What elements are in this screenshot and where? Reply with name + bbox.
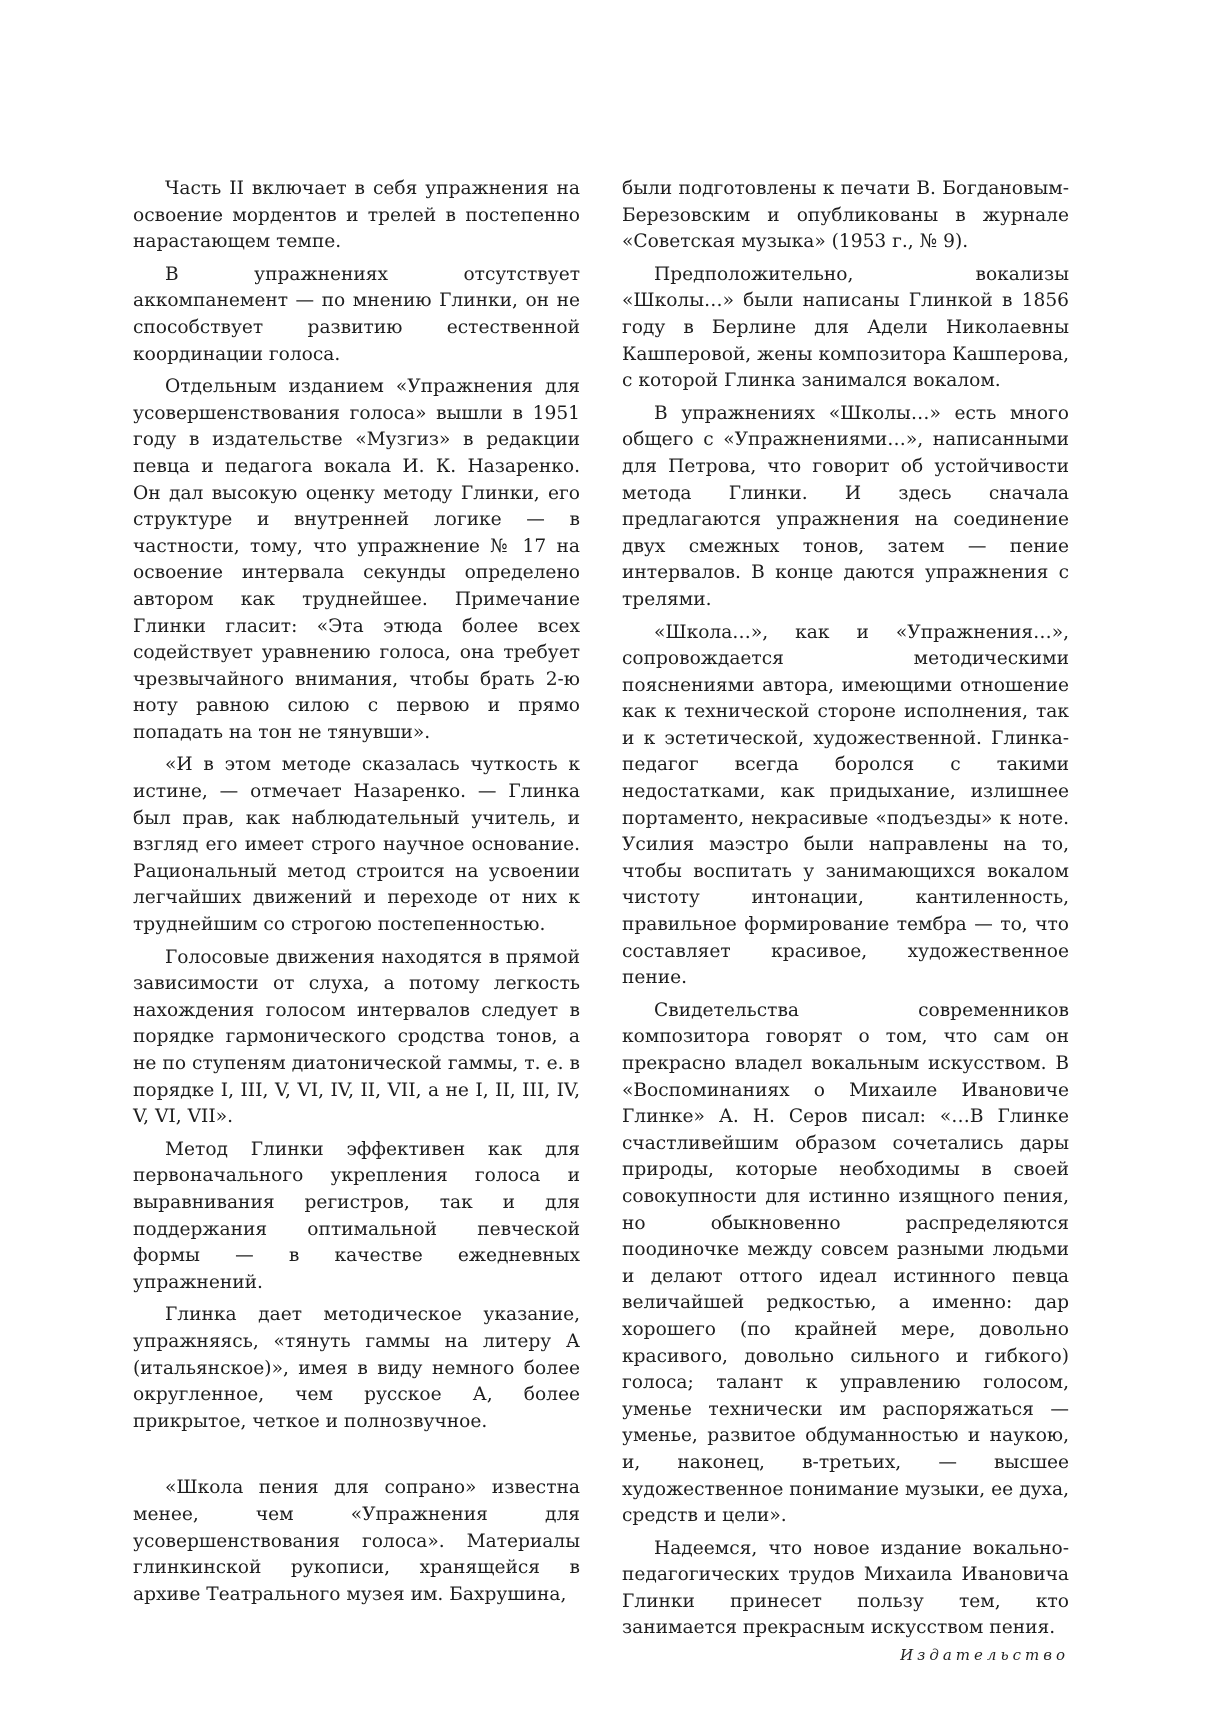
paragraph: В упражнениях «Школы…» есть много общего с «Упражнениями…», написанными для Петрова, что говорит об устойчивости метода Глинки. И здесь сначала предлагаются упражнения на соединение двух смежных тонов, затем — пение интервалов. В конце даются упражнения с трелями. xyxy=(622,402,1069,610)
paragraph: «И в этом методе сказалась чуткость к истине, — отмечает Назаренко. — Глинка был прав, как наблюдательный учитель, и взгляд его имеет строго научное основание. Рациональный метод строится на усвоении легчайших движений и переходе от них к труднейшим со строгою постепенностью. xyxy=(133,754,580,936)
paragraph: Отдельным изданием «Упражнения для усовершенствования голоса» вышли в 1951 году в издательстве «Музгиз» в редакции певца и педагога вокала И. К. Назаренко. Он дал высокую оценку методу Глинки, его структуре и внутренней логике — в частности, тому, что упражнение № 17 на освоение интервала секунды определено автором как труднейшее. Примечание Глинки гласит: «Эта этюда более всех содействует уравнению голоса, она требует чрезвычайного внимания, чтобы брать 2-ю ноту равною силою с первою и прямо попадать на тон не тянувши». xyxy=(133,376,580,743)
paragraph: Надеемся, что новое издание вокально-педагогических трудов Михаила Ивановича Глинки принесет пользу тем, кто занимается прекрасным искусством пения. xyxy=(622,1537,1069,1639)
right-text-column xyxy=(622,176,1069,1669)
paragraph: В упражнениях отсутствует аккомпанемент — по мнению Глинки, он не способствует развитию естественной координации голоса. xyxy=(133,263,580,365)
paragraph: Часть II включает в себя упражнения на освоение мордентов и трелей в постепенно нарастающем темпе. xyxy=(133,178,580,253)
paragraph: Глинка дает методическое указание, упражняясь, «тянуть гаммы на литеру А (итальянское)», имея в виду немного более округленное, чем русское А, более прикрытое, четкое и полнозвучное. xyxy=(133,1304,580,1432)
paragraph: Голосовые движения находятся в прямой зависимости от слуха, а потому легкость нахождения голосом интервалов следует в порядке гармонического сродства тонов, а не по ступеням диатонической гаммы, т. е. в порядке I, III, V, VI, IV, II, VII, а не I, II, III, IV, V, VI, VII». xyxy=(133,946,580,1128)
paragraph: Предположительно, вокализы «Школы…» были написаны Глинкой в 1856 году в Берлине для Адели Николаевны Кашперовой, жены композитора Кашперова, с которой Глинка занимался вокалом. xyxy=(622,263,1069,392)
paragraph: были подготовлены к печати В. Богдановым-Березовским и опубликованы в журнале «Советская музыка» (1953 г., № 9). xyxy=(622,178,1069,253)
paragraph: Свидетельства современников композитора говорят о том, что сам он прекрасно владел вокальным искусством. В «Воспоминаниях о Михаиле Ивановиче Глинке» А. Н. Серов писал: «…В Глинке счастливейшим образом сочетались дары природы, которые необходимы в своей совокупности для истинно изящного пения, но обыкновенно распределяются поодиночке между совсем разными людьми и делают оттого идеал истинного певца величайшей редкостью, а именно: дар хорошего (по крайней мере, довольно красивого, довольно сильного и гибкого) голоса; талант к управлению голосом, уменье технически им распоряжаться — уменье, развитое обдуманностью и наукою, и, наконец, в-третьих, — высшее художественное понимание музыки, ее духа, средств и цели». xyxy=(622,999,1069,1527)
paragraph: «Школа пения для сопрано» известна менее, чем «Упражнения для усовершенствования голоса». Материалы глинкинской рукописи, хранящейся в архиве Театрального музея им. Бахрушина, xyxy=(133,1477,580,1605)
paragraph: «Школа…», как и «Упражнения…», сопровождается методическими пояснениями автора, имеющими отношение как к технической стороне исполнения, так и к эстетической, художественной. Глинка-педагог всегда боролся с такими недостатками, как придыхание, излишнее портаменто, некрасивые «подъезды» к ноте. Усилия маэстро были направлены на то, чтобы воспитать у занимающихся вокалом чистоту интонации, кантиленность, правильное формирование тембра — то, что составляет красивое, художественное пение. xyxy=(622,621,1069,989)
left-text-column xyxy=(133,176,580,1608)
publisher-signature: Издательство xyxy=(900,1646,1069,1665)
paragraph: Метод Глинки эффективен как для первоначального укрепления голоса и выравнивания регистров, так и для поддержания оптимальной певческой формы — в качестве ежедневных упражнений. xyxy=(133,1138,580,1293)
